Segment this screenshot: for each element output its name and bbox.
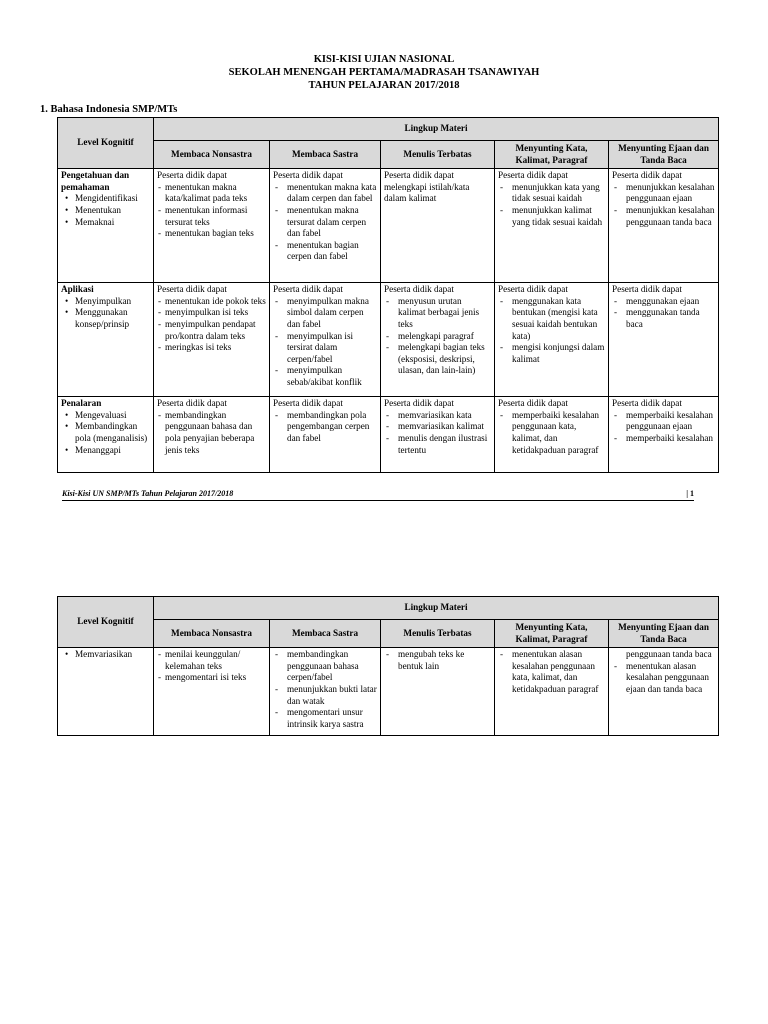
cell-lead: Peserta didik dapat: [384, 398, 454, 409]
cell-item: - menyusun urutan kalimat berbagai jenis teks: [398, 296, 491, 331]
cell-item: - menentukan makna tersurat dalam cerpen dan fabel: [287, 205, 377, 240]
cell-lead: Peserta didik dapat: [612, 170, 682, 181]
cell-membaca-nonsastra: [154, 397, 270, 473]
title-line-2: SEKOLAH MENENGAH PERTAMA/MADRASAH TSANAWIYAH: [228, 67, 540, 78]
table-row: [58, 648, 719, 736]
level-item: • Menyimpulkan: [75, 296, 150, 308]
cell-lead: Peserta didik dapat: [498, 398, 568, 409]
cell-menulis-terbatas: [381, 169, 495, 283]
header-menyunting-kata: Menyunting Kata, Kalimat, Paragraf: [495, 620, 609, 648]
cell-item: - menentukan informasi tersurat teks: [165, 205, 266, 228]
cell-lead: Peserta didik dapat: [384, 284, 454, 295]
cell-item: - membandingkan penggunaan bahasa dan pola penyajian beberapa jenis teks: [165, 410, 266, 456]
page-footer: [62, 489, 694, 498]
header-menyunting-ejaan: Menyunting Ejaan dan Tanda Baca: [609, 141, 719, 169]
level-item: • Memvariasikan: [75, 649, 150, 661]
page-number: | 1: [686, 489, 694, 498]
cell-menyunting-kata: [495, 648, 609, 736]
cell-item: - menggunakan tanda baca: [626, 307, 715, 330]
cell-menyunting-kata: [495, 169, 609, 283]
title-line-3: TAHUN PELAJARAN 2017/2018: [308, 80, 460, 91]
cell-item: - memperbaiki kesalahan penggunaan kata, kalimat, dan ketidakpaduan paragraf: [512, 410, 605, 456]
cell-menyunting-ejaan: [609, 648, 719, 736]
cell-lead: Peserta didik dapat melengkapi istilah/kata dalam kalimat: [384, 170, 470, 204]
cell-item: - menentukan ide pokok teks: [165, 296, 266, 308]
cell-item: - menyimpulkan makna simbol dalam cerpen dan fabel: [287, 296, 377, 331]
table-row: [58, 397, 719, 473]
level-cell: [58, 169, 154, 283]
cell-menulis-terbatas: [381, 648, 495, 736]
cell-lead: Peserta didik dapat: [273, 170, 343, 181]
cell-item: - menyimpulkan sebab/akibat konflik: [287, 365, 377, 388]
level-title: Aplikasi: [61, 284, 94, 295]
table-row: [58, 283, 719, 397]
cell-item: - memvariasikan kalimat: [398, 421, 491, 433]
cell-item: - menentukan alasan kesalahan penggunaan ejaan dan tanda baca: [626, 661, 715, 696]
header-membaca-sastra: Membaca Sastra: [270, 141, 381, 169]
cell-item: - menentukan bagian teks: [165, 228, 266, 240]
cell-menyunting-kata: [495, 397, 609, 473]
header-level-kognitif: Level Kognitif: [58, 597, 154, 648]
header-lingkup-materi: Lingkup Materi: [154, 118, 719, 141]
cell-menyunting-kata: [495, 283, 609, 397]
kisi-kisi-table-1: [57, 117, 719, 473]
cell-item: - menunjukkan kalimat yang tidak sesuai kaidah: [512, 205, 605, 228]
cell-lead: Peserta didik dapat: [498, 170, 568, 181]
kisi-kisi-table-2: [57, 596, 719, 736]
cell-membaca-sastra: [270, 648, 381, 736]
level-item: • Menentukan: [75, 205, 150, 217]
cell-menulis-terbatas: [381, 397, 495, 473]
cell-menyunting-ejaan: [609, 283, 719, 397]
header-membaca-sastra: Membaca Sastra: [270, 620, 381, 648]
level-item: • Menggunakan konsep/prinsip: [75, 307, 150, 330]
level-cell: [58, 283, 154, 397]
header-membaca-nonsastra: Membaca Nonsastra: [154, 620, 270, 648]
cell-item: - menyimpulkan isi teks: [165, 307, 266, 319]
header-menyunting-kata: Menyunting Kata, Kalimat, Paragraf: [495, 141, 609, 169]
cell-item: - membandingkan pola pengembangan cerpen dan fabel: [287, 410, 377, 445]
cell-item: - mengisi konjungsi dalam kalimat: [512, 342, 605, 365]
cell-item: - meringkas isi teks: [165, 342, 266, 354]
cell-item: - menentukan makna kata/kalimat pada teks: [165, 182, 266, 205]
level-item: • Menanggapi: [75, 445, 150, 457]
cell-item: - memperbaiki kesalahan penggunaan ejaan: [626, 410, 715, 433]
cell-item: - memperbaiki kesalahan: [626, 433, 715, 445]
section-title: 1. Bahasa Indonesia SMP/MTs: [40, 104, 178, 115]
header-menyunting-ejaan: Menyunting Ejaan dan Tanda Baca: [609, 620, 719, 648]
cell-lead: penggunaan tanda baca: [626, 649, 712, 660]
level-cell: [58, 648, 154, 736]
cell-item: - menulis dengan ilustrasi tertentu: [398, 433, 491, 456]
cell-lead: Peserta didik dapat: [157, 284, 227, 295]
cell-menyunting-ejaan: [609, 397, 719, 473]
level-item: • Mengidentifikasi: [75, 193, 150, 205]
title-line-1: KISI-KISI UJIAN NASIONAL: [313, 54, 455, 65]
level-title: Pengetahuan dan pemahaman: [61, 170, 130, 192]
level-item: • Memaknai: [75, 217, 150, 229]
cell-item: - menentukan bagian cerpen dan fabel: [287, 240, 377, 263]
cell-item: - menyimpulkan pendapat pro/kontra dalam teks: [165, 319, 266, 342]
cell-lead: Peserta didik dapat: [273, 398, 343, 409]
cell-item: - memvariasikan kata: [398, 410, 491, 422]
header-level-kognitif: Level Kognitif: [58, 118, 154, 169]
cell-item: - melengkapi bagian teks (eksposisi, deskripsi, ulasan, dan lain-lain): [398, 342, 491, 377]
header-membaca-nonsastra: Membaca Nonsastra: [154, 141, 270, 169]
cell-item: - menilai keunggulan/ kelemahan teks: [165, 649, 266, 672]
level-item: • Membandingkan pola (menganalisis): [75, 421, 150, 444]
cell-item: - mengomentari unsur intrinsik karya sastra: [287, 707, 377, 730]
footer-divider: [62, 500, 694, 501]
cell-membaca-nonsastra: [154, 648, 270, 736]
cell-lead: Peserta didik dapat: [498, 284, 568, 295]
cell-item: - menyimpulkan isi tersirat dalam cerpen/fabel: [287, 331, 377, 366]
table-row: [58, 169, 719, 283]
cell-item: - menunjukkan bukti latar dan watak: [287, 684, 377, 707]
cell-item: - menentukan alasan kesalahan penggunaan kata, kalimat, dan ketidakpaduan paragraf: [512, 649, 605, 695]
cell-item: - menggunakan kata bentukan (mengisi kata sesuai kaidah bentukan kata): [512, 296, 605, 342]
cell-item: - melengkapi paragraf: [398, 331, 491, 343]
cell-membaca-nonsastra: [154, 283, 270, 397]
cell-menulis-terbatas: [381, 283, 495, 397]
document-title: [0, 53, 768, 92]
cell-item: - menggunakan ejaan: [626, 296, 715, 308]
cell-item: - menentukan makna kata dalam cerpen dan fabel: [287, 182, 377, 205]
cell-membaca-sastra: [270, 169, 381, 283]
footer-text: Kisi-Kisi UN SMP/MTs Tahun Pelajaran 2017/2018: [62, 489, 234, 498]
cell-item: - menunjukkan kesalahan penggunaan ejaan: [626, 182, 715, 205]
cell-lead: Peserta didik dapat: [612, 398, 682, 409]
cell-item: - mengomentari isi teks: [165, 672, 266, 684]
level-cell: [58, 397, 154, 473]
cell-item: - menunjukkan kesalahan penggunaan tanda baca: [626, 205, 715, 228]
cell-item: - mengubah teks ke bentuk lain: [398, 649, 491, 672]
cell-lead: Peserta didik dapat: [612, 284, 682, 295]
cell-item: - membandingkan penggunaan bahasa cerpen/fabel: [287, 649, 377, 684]
header-menulis-terbatas: Menulis Terbatas: [381, 620, 495, 648]
level-item: • Mengevaluasi: [75, 410, 150, 422]
cell-lead: Peserta didik dapat: [157, 170, 227, 181]
cell-lead: Peserta didik dapat: [273, 284, 343, 295]
cell-membaca-sastra: [270, 283, 381, 397]
cell-item: - menunjukkan kata yang tidak sesuai kaidah: [512, 182, 605, 205]
level-title: Penalaran: [61, 398, 102, 409]
cell-membaca-nonsastra: [154, 169, 270, 283]
cell-menyunting-ejaan: [609, 169, 719, 283]
header-menulis-terbatas: Menulis Terbatas: [381, 141, 495, 169]
cell-membaca-sastra: [270, 397, 381, 473]
header-lingkup-materi: Lingkup Materi: [154, 597, 719, 620]
cell-lead: Peserta didik dapat: [157, 398, 227, 409]
